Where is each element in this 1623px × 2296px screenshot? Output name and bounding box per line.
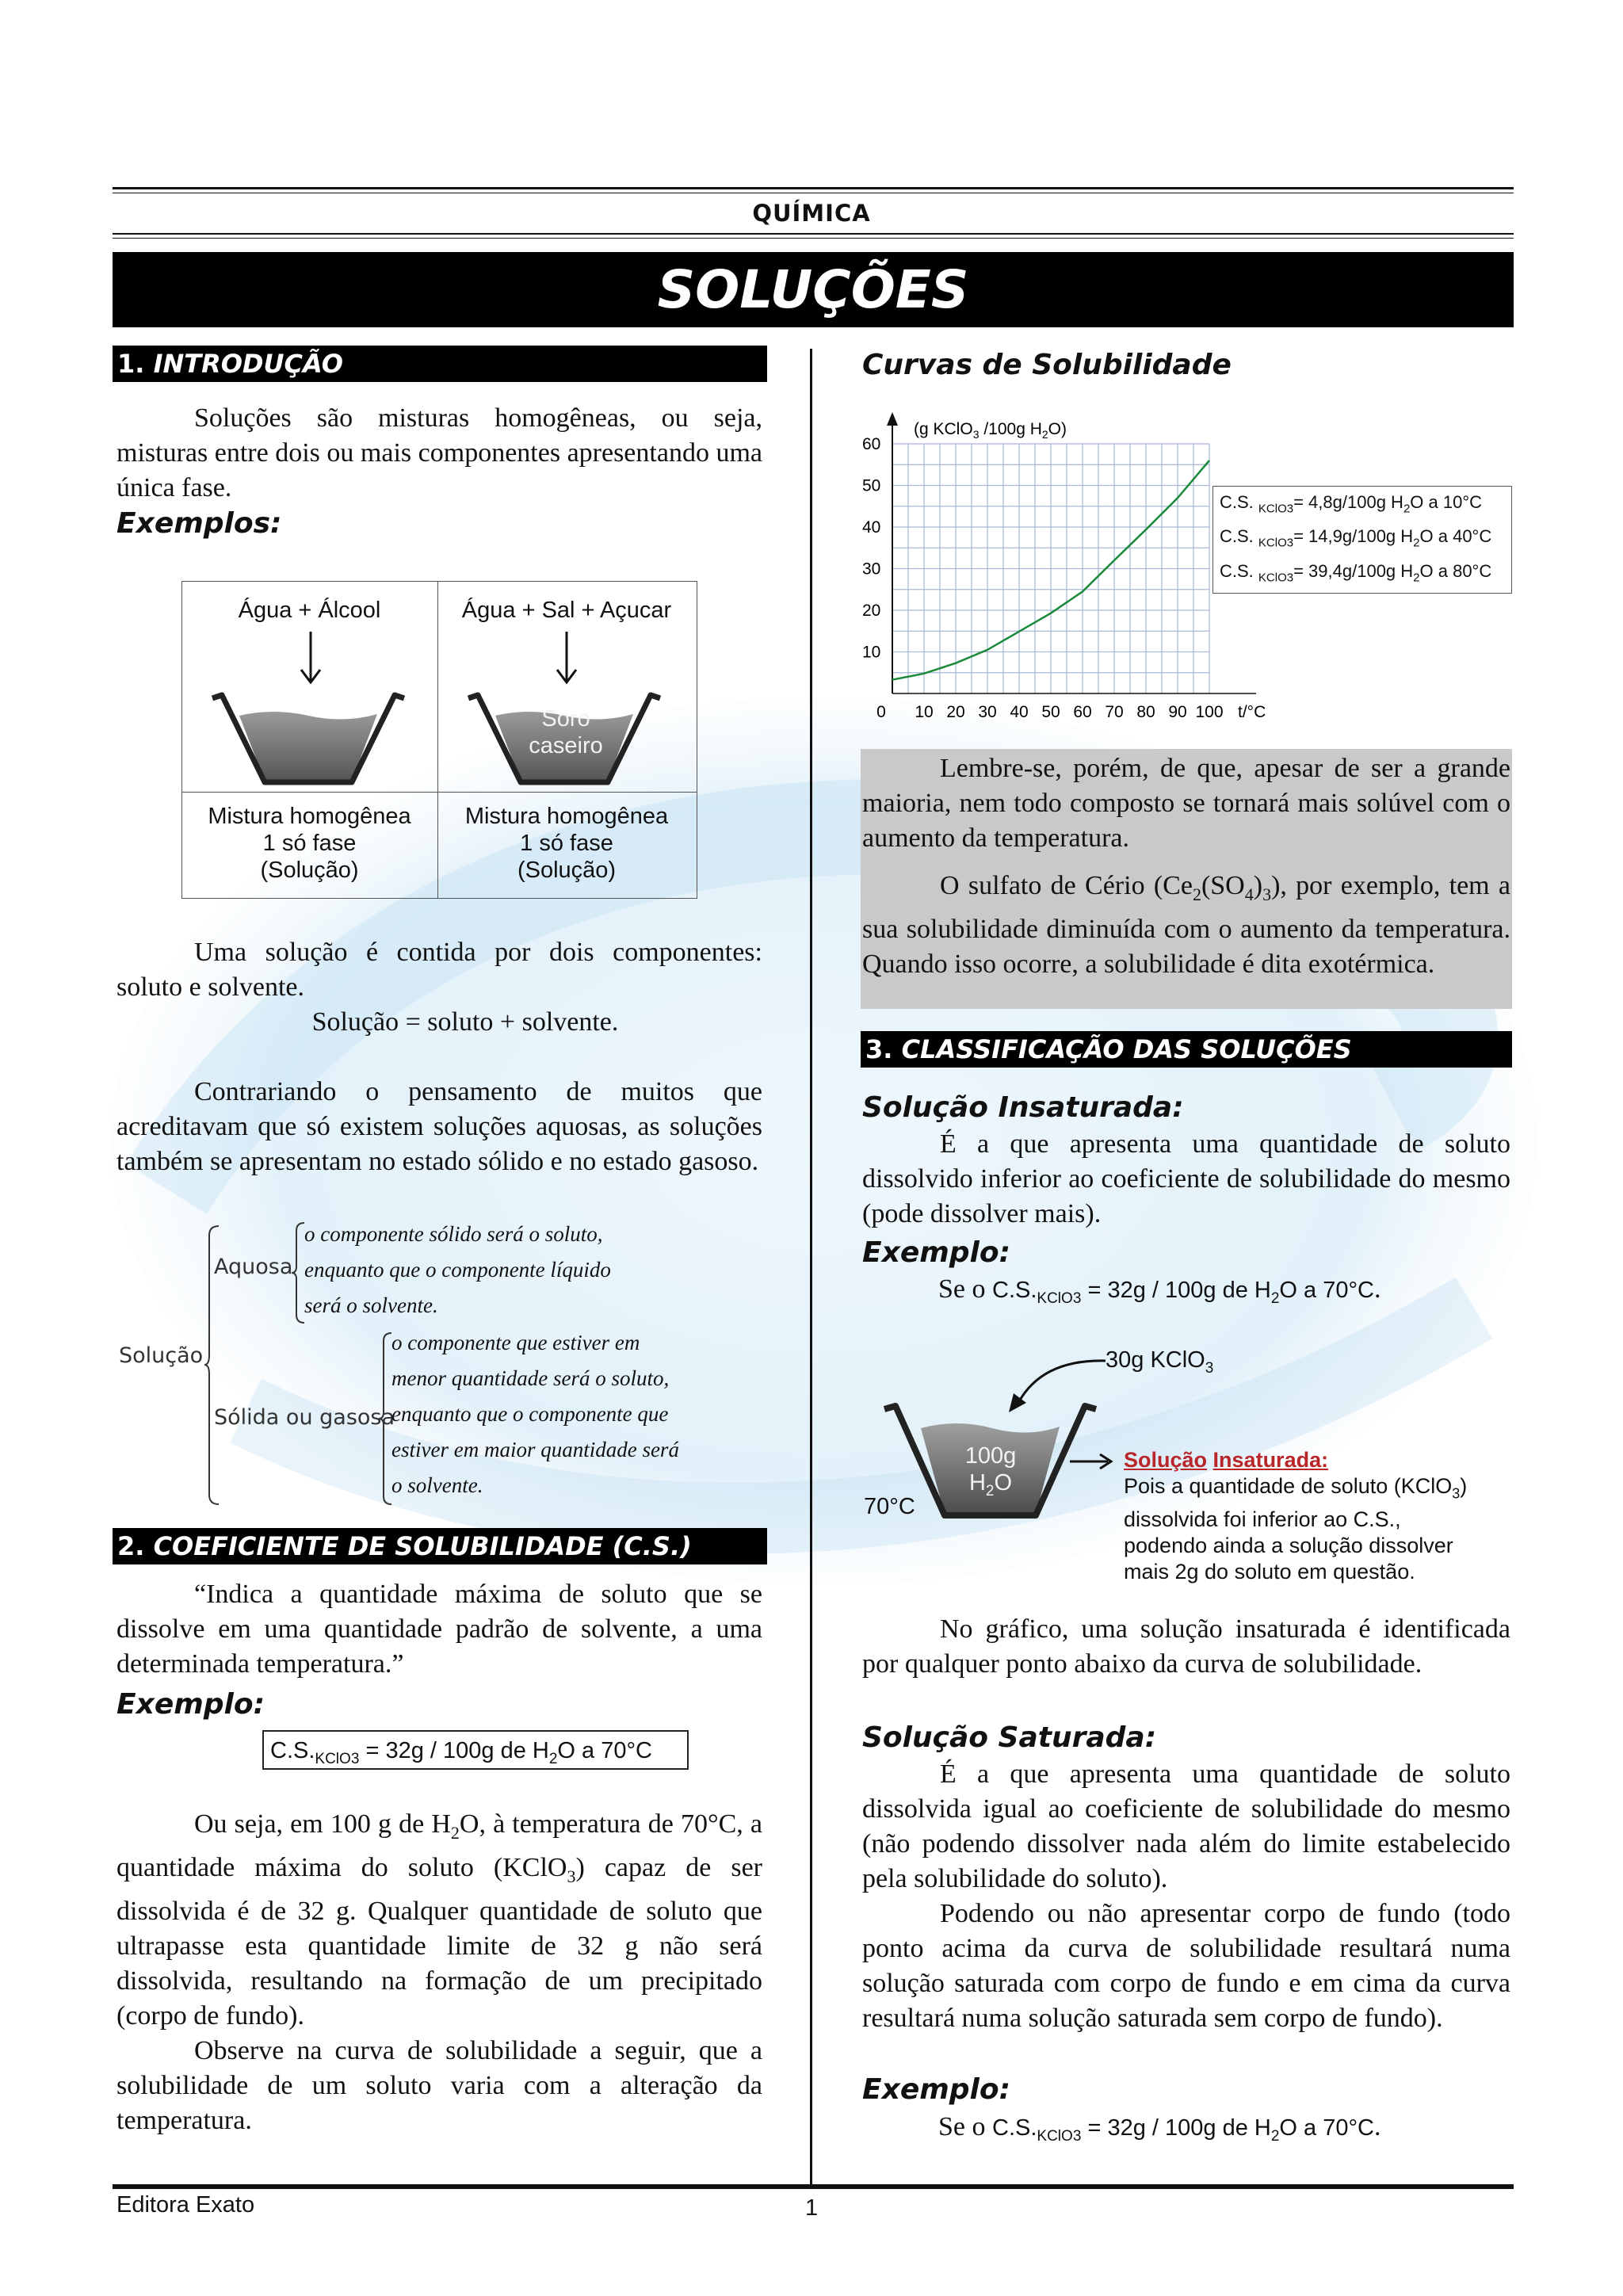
tree-solida-line3: enquanto que o componente que <box>391 1402 669 1426</box>
chart-x-tick-label: 90 <box>1168 703 1187 721</box>
chart-x-label: t/°C <box>1238 703 1266 721</box>
curvas-heading: Curvas de Solubilidade <box>862 349 1232 381</box>
saturada-text-1: É a que apresenta uma quantidade de soluto dissolvida igual ao coeficiente de solubilidade do mesmo (não podendo dissolver nada além do limite estabelecido pela solubilidade do soluto). <box>862 1759 1510 1893</box>
mix-right-caption-2: 1 só fase <box>520 831 613 856</box>
cerio-text: O sulfato de Cério $(Ce_2(SO_4)_3)$, por exemplo, tem a sua solubilidade diminuída com o aumento da temperatura. Quando isso ocorre, a solubilidade é dita exotérmica. <box>862 871 1511 979</box>
chart-x-tick-label: 60 <box>1073 703 1092 721</box>
cs-legend-row-1: C.S. $_{KClO3}$= 4,8g/100g $H_2O$ a 10°C <box>1220 492 1483 516</box>
chart-x-tick-label: 70 <box>1105 703 1124 721</box>
mix-right-label: Água + Sal + Açucar <box>461 598 672 623</box>
mix-left-label: Água + Álcool <box>238 598 381 623</box>
mix-left-caption <box>181 803 437 884</box>
cs-legend-row-3: C.S. $_{KClO3}$= 39,4g/100g $H_2O$ a 80°C <box>1220 560 1492 585</box>
cs-legend-box <box>1212 486 1512 594</box>
chart-x-tick-label: 100 <box>1195 703 1224 721</box>
note-line-3: podendo ainda a solução dissolver <box>1124 1534 1453 1558</box>
note-line-4: mais 2g do soluto em questão. <box>1124 1560 1415 1584</box>
tree-solida-line1: o componente que estiver em <box>391 1331 640 1354</box>
top-rule-1 <box>113 187 1514 189</box>
tree-aquosa-line2: enquanto que o componente líquido <box>304 1258 611 1282</box>
beaker-example-label: 100g $H_2O$ <box>964 1443 1017 1499</box>
cs-example-heading: Exemplo: <box>116 1688 265 1721</box>
section-1-number: 1. <box>117 349 145 379</box>
tree-aquosa-label: Aquosa <box>214 1255 293 1279</box>
mix-right-caption-3: (Solução) <box>517 858 617 883</box>
cs-formula-sub3: 3 <box>350 1750 360 1767</box>
chart-x-tick-label: 10 <box>915 703 934 721</box>
tree-solida-line4: estiver em maior quantidade será <box>391 1438 679 1461</box>
mix-right-caption-1: Mistura homogênea <box>464 804 669 829</box>
insaturada-text: É a que apresenta uma quantidade de soluto dissolvido inferior ao coeficiente de solubilidade do mesmo (pode dissolver mais). <box>862 1129 1510 1228</box>
tree-solida-line5: o solvente. <box>391 1473 483 1497</box>
added-solute-label: 30g KClO$_3$ <box>1106 1347 1214 1377</box>
tree-solida-text <box>391 1325 679 1503</box>
states-paragraph <box>116 1075 762 1179</box>
chart-x-tick-label: 30 <box>978 703 997 721</box>
saturada-heading: Solução Saturada: <box>862 1721 1157 1754</box>
intro-text: Soluções são misturas homogêneas, ou seja, misturas entre dois ou mais componentes apresentando uma única fase. <box>116 403 762 502</box>
chart-y-tick-label: 50 <box>862 476 881 495</box>
chart-y-label: (g KClO$_3$ /100g $H_2O$) <box>914 420 1067 441</box>
page-title: SOLUÇÕES <box>113 252 1514 327</box>
cs-definition-text: “Indica a quantidade máxima de soluto que se dissolve em uma quantidade padrão de solvente, a uma determinada temperatura.” <box>116 1580 762 1679</box>
mixtures-figure <box>181 581 697 899</box>
lembre-text: Lembre-se, porém, de que, apesar de ser a grande maioria, nem todo composto se tornará mais solúvel com o aumento da temperatura. <box>862 754 1510 853</box>
chart-y-tick-label: 40 <box>862 518 881 537</box>
cs-formula-cs: C.S. <box>270 1738 315 1763</box>
chart-y-tick-label: 60 <box>862 435 881 453</box>
chart-x-tick-label: 0 <box>876 703 886 721</box>
chart-y-ticks <box>862 435 880 662</box>
cs-formula-sub: KClO <box>315 1750 351 1767</box>
intro-paragraph <box>116 401 762 506</box>
cs-exp-a: Ou seja, em 100 g de H <box>194 1809 451 1839</box>
chart-y-tick-label: 10 <box>862 643 881 662</box>
chart-y-tick-label: 30 <box>862 560 881 579</box>
observe-text: Observe na curva de solubilidade a seguir, que a solubilidade de um soluto varia com a alteração da temperatura. <box>116 2035 762 2135</box>
cs-formula-rest2: O a 70°C <box>557 1738 653 1763</box>
section-3-label: CLASSIFICAÇÃO DAS SOLUÇÕES <box>901 1034 1352 1064</box>
insaturada-note <box>1124 1447 1467 1585</box>
cs-formula-box <box>262 1730 689 1770</box>
chart-x-tick-label: 50 <box>1041 703 1060 721</box>
section-3-number: 3. <box>865 1034 893 1064</box>
section-2-label: COEFICIENTE DE SOLUBILIDADE (C.S.) <box>153 1531 692 1561</box>
chart-y-arrow <box>887 412 898 426</box>
cs-explanation-paragraph <box>116 1807 762 2138</box>
section-3-title <box>861 1031 1512 1068</box>
tree-aquosa-line3: será o solvente. <box>304 1293 438 1317</box>
saturada-example-heading: Exemplo: <box>862 2073 1010 2106</box>
tree-root-label: Solução <box>119 1343 204 1368</box>
note-title-1: Solução <box>1124 1448 1208 1472</box>
examples-heading: Exemplos: <box>116 507 282 540</box>
chart-x-tick-label: 80 <box>1136 703 1155 721</box>
note-line-2: dissolvida foi inferior ao C.S., <box>1124 1507 1401 1532</box>
solution-tree <box>119 1217 761 1502</box>
soro-line2: caseiro <box>529 733 603 758</box>
cs-exp-c: ) capaz de ser dissolvida é de 32 g. Qualquer quantidade de soluto que ultrapasse esta quantidade limite de 32 g não será dissolvida, resultando na formação de um precipitado (corpo de fundo). <box>116 1852 762 2030</box>
states-text: Contrariando o pensamento de muitos que acreditavam que só existem soluções aquosas, as soluções também se apresentam no estado sólido e no estado gasoso. <box>116 1077 762 1176</box>
tree-solida-line2: menor quantidade será o soluto, <box>391 1366 670 1390</box>
cs-exp-3: 3 <box>567 1866 576 1886</box>
mix-right-arrow <box>552 632 581 687</box>
column-divider <box>810 349 812 2186</box>
subject-label: QUÍMICA <box>752 200 871 227</box>
insaturada-example-formula: Se o $C.S._{KClO3} = 32g / 100g$ de $H_2O$ a 70°C. <box>938 1274 1381 1307</box>
footer-page-number: 1 <box>805 2195 819 2221</box>
cs-formula-h2: 2 <box>548 1750 558 1767</box>
saturada-paragraph <box>862 1757 1510 2036</box>
insaturada-graph-paragraph <box>862 1612 1510 1682</box>
solution-equation: Solução = soluto + solvente. <box>311 1007 619 1037</box>
note-line-1: Pois a quantidade de soluto (KClO$_3$) <box>1124 1474 1468 1502</box>
section-2-title <box>113 1528 767 1564</box>
insaturada-paragraph <box>862 1127 1510 1232</box>
cs-definition-paragraph <box>116 1577 762 1682</box>
chart-x-tick-label: 20 <box>946 703 965 721</box>
chart-y-tick-label: 20 <box>862 602 881 620</box>
mix-left-caption-2: 1 só fase <box>262 831 357 856</box>
cs-exp-b: O, à temperatura de 70°C, a quantidade máxima do soluto (KClO <box>116 1809 762 1882</box>
tree-solida-label: Sólida ou gasosa <box>214 1405 395 1430</box>
components-text: Uma solução é contida por dois componentes: soluto e solvente. <box>116 938 762 1002</box>
lembre-paragraph <box>862 751 1510 982</box>
insaturada-graph-text: No gráfico, uma solução insaturada é identificada por qualquer ponto abaixo da curva de solubilidade. <box>862 1614 1510 1679</box>
components-paragraph <box>116 935 762 1040</box>
saturada-example-formula: Se o $C.S._{KClO3} = 32g / 100g$ de $H_2O$ a 70°C. <box>938 2112 1381 2145</box>
saturada-text-2: Podendo ou não apresentar corpo de fundo (todo ponto acima da curva de solubilidade resultará numa solução saturada com corpo de fundo e em cima da curva resultará numa solução saturada sem corpo de fundo). <box>862 1899 1510 2033</box>
right-arrow-icon <box>1070 1452 1117 1471</box>
insaturada-heading: Solução Insaturada: <box>862 1091 1184 1124</box>
footer-publisher: Editora Exato <box>116 2192 255 2218</box>
temperature-label: 70°C <box>864 1494 915 1519</box>
cs-exp-h2: 2 <box>450 1822 460 1843</box>
section-2-number: 2. <box>117 1531 145 1561</box>
insaturada-example-heading: Exemplo: <box>862 1236 1010 1269</box>
cs-legend-row-2: C.S. $_{KClO3}$= 14,9g/100g $H_2O$ a 40°C <box>1220 526 1492 550</box>
section-1-title <box>113 346 767 382</box>
cs-explanation-text <box>116 1807 762 2034</box>
soro-caseiro-label <box>498 705 633 759</box>
chart-x-ticks <box>876 703 1223 721</box>
note-title-2: Insaturada: <box>1212 1448 1329 1472</box>
footer-rule <box>113 2184 1514 2189</box>
subject-rule <box>113 233 1514 235</box>
section-1-label: INTRODUÇÃO <box>153 349 343 379</box>
beaker-left-icon <box>209 692 407 787</box>
chart-x-tick-label: 40 <box>1010 703 1029 721</box>
mix-left-caption-1: Mistura homogênea <box>208 804 411 829</box>
mix-right-caption <box>437 803 696 884</box>
tree-aquosa-line1: o componente sólido será o soluto, <box>304 1222 603 1246</box>
cs-formula-rest1: = 32g / 100g de H <box>359 1738 549 1763</box>
tree-aquosa-text <box>304 1217 611 1324</box>
mix-left-arrow <box>296 632 325 687</box>
soro-line1: Soro <box>541 706 590 732</box>
subject-rule-2 <box>113 238 1514 239</box>
mix-left-caption-3: (Solução) <box>260 858 359 883</box>
chart-grid <box>892 444 1209 693</box>
